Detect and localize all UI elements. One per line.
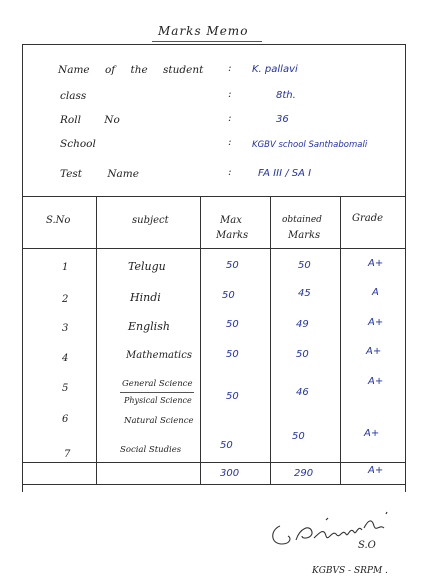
header-max-line1: Max [220, 215, 242, 226]
science-fraction-line [120, 392, 194, 393]
school-colon: : [228, 136, 232, 148]
physical-science-label: Physical Science [124, 396, 192, 405]
header-grade: Grade [352, 213, 384, 224]
total-grade: A+ [368, 465, 384, 476]
header-subject: subject [132, 215, 169, 226]
class-colon: : [228, 88, 232, 100]
col-divider-2 [200, 196, 201, 484]
row4-max: 50 [226, 349, 239, 360]
school-label: School [60, 138, 96, 150]
col-divider-4 [340, 196, 341, 484]
total-obtained: 290 [294, 468, 314, 479]
header-divider [22, 248, 406, 249]
frame-right [405, 44, 406, 492]
header-obtained-line2: Marks [288, 230, 321, 241]
row4-obtained: 50 [296, 349, 309, 360]
row2-sno: 2 [62, 294, 69, 305]
natural-science-label: Natural Science [124, 416, 194, 426]
test-value: FA III / SA I [258, 168, 312, 179]
row1-max: 50 [226, 260, 239, 271]
header-sno: S.No [46, 215, 71, 226]
signature-mark [266, 506, 396, 550]
roll-value: 36 [276, 114, 289, 125]
table-top-border [22, 196, 406, 197]
row2-max: 50 [222, 290, 235, 301]
row2-obtained: 45 [298, 288, 311, 299]
frame-left [22, 44, 23, 492]
school-value: KGBV school Santhabomali [252, 140, 368, 150]
total-max: 300 [220, 468, 240, 479]
designation: S.O [358, 540, 376, 551]
row7-max: 50 [220, 440, 233, 451]
science-max: 50 [226, 391, 239, 402]
class-value: 8th. [276, 90, 296, 101]
name-value: K. pallavi [252, 64, 298, 75]
header-obtained-line1: obtained [282, 215, 322, 225]
science-grade: A+ [368, 376, 384, 387]
row3-max: 50 [226, 319, 239, 330]
col-divider-1 [96, 196, 97, 484]
header-max-line2: Marks [216, 230, 249, 241]
science-obtained: 46 [296, 387, 309, 398]
test-label: Test Name [60, 168, 139, 180]
frame-top [22, 44, 406, 45]
class-label: class [60, 90, 87, 102]
memo-title: Marks Memo [158, 24, 249, 38]
row2-subject: Hindi [130, 291, 161, 304]
row5-sno: 5 [62, 383, 69, 394]
row1-sno: 1 [62, 262, 69, 273]
row2-grade: A [372, 287, 379, 298]
office-name: KGBVS - SRPM . [312, 566, 388, 576]
name-colon: : [228, 62, 232, 74]
row4-sno: 4 [62, 353, 69, 364]
frame-bottom [22, 484, 406, 485]
general-science-label: General Science [122, 379, 193, 389]
row4-subject: Mathematics [126, 350, 192, 361]
row1-obtained: 50 [298, 260, 311, 271]
row7-sno: 7 [64, 449, 71, 460]
row7-grade: A+ [364, 428, 380, 439]
name-label: Name of the student [58, 64, 204, 76]
row3-grade: A+ [368, 317, 384, 328]
col-divider-3 [270, 196, 271, 484]
row7-obtained: 50 [292, 431, 305, 442]
row1-grade: A+ [368, 258, 384, 269]
row3-sno: 3 [62, 323, 69, 334]
row6-sno: 6 [62, 414, 69, 425]
row7-subject: Social Studies [120, 445, 182, 455]
row1-subject: Telugu [128, 260, 166, 273]
roll-colon: : [228, 112, 232, 124]
total-row-top [22, 462, 406, 463]
row3-obtained: 49 [296, 319, 309, 330]
row3-subject: English [128, 320, 170, 333]
test-colon: : [228, 166, 232, 178]
roll-label: Roll No [60, 114, 120, 126]
row4-grade: A+ [366, 346, 382, 357]
title-underline [152, 41, 262, 42]
